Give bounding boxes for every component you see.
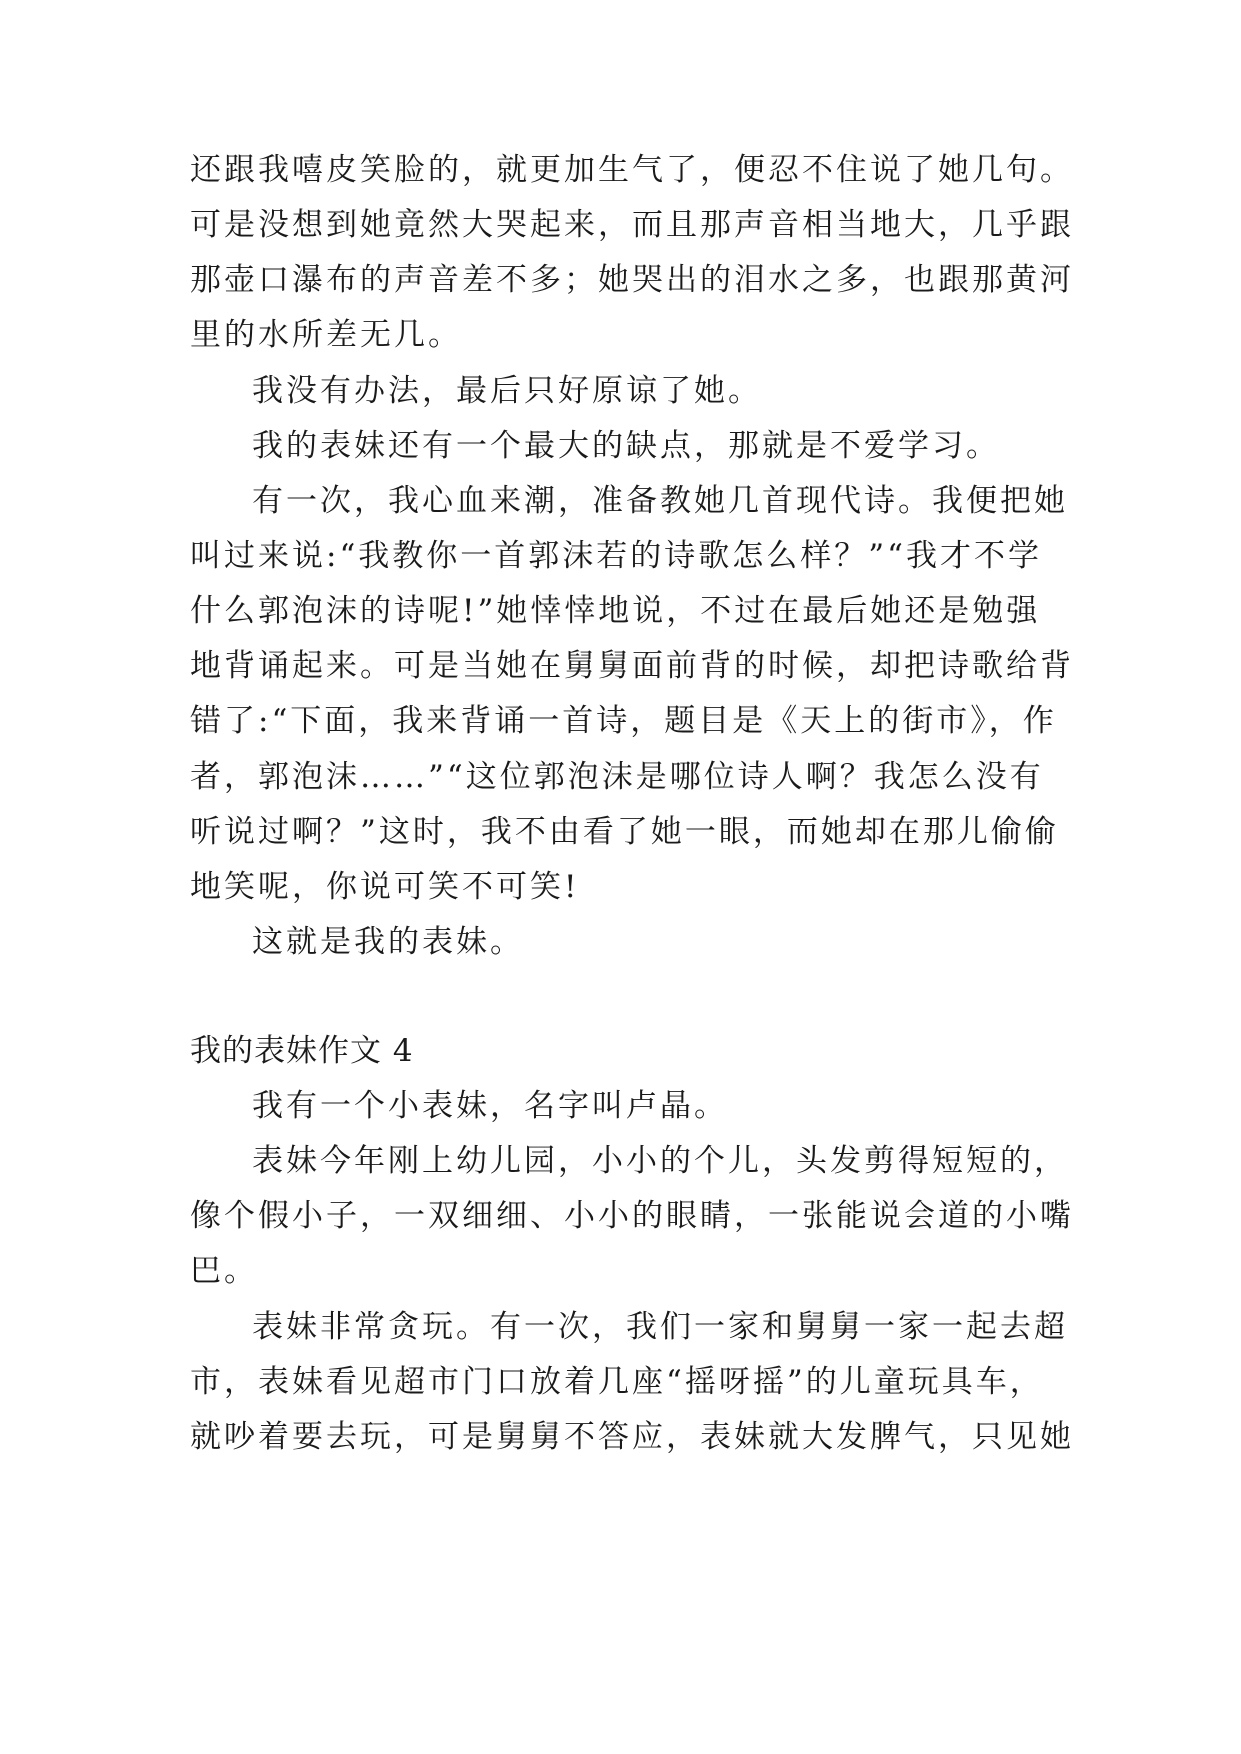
body-text-line: 错了:“下面，我来背诵一首诗，题目是《天上的街市》，作	[190, 703, 1057, 739]
body-text-line: 市，表妹看见超市门口放着几座“摇呀摇”的儿童玩具车，	[190, 1364, 1044, 1400]
body-text-line: 什么郭泡沫的诗呢!”她悻悻地说，不过在最后她还是勉强	[190, 593, 1041, 629]
paragraph-start-line: 我没有办法，最后只好原谅了她。	[252, 373, 762, 409]
body-text-line: 叫过来说:“我教你一首郭沫若的诗歌怎么样？”“我才不学	[190, 538, 1042, 574]
body-text-line: 那壶口瀑布的声音差不多；她哭出的泪水之多，也跟那黄河	[190, 262, 1074, 298]
paragraph-start-line: 我的表妹还有一个最大的缺点，那就是不爱学习。	[252, 428, 1000, 464]
body-text-line: 地背诵起来。可是当她在舅舅面前背的时候，却把诗歌给背	[190, 648, 1074, 684]
body-text-line: 听说过啊？”这时，我不由看了她一眼，而她却在那儿偷偷	[190, 814, 1059, 850]
body-text-line: 巴。	[190, 1253, 258, 1289]
paragraph-start-line: 我有一个小表妹，名字叫卢晶。	[252, 1088, 728, 1124]
body-text-line: 就吵着要去玩，可是舅舅不答应，表妹就大发脾气，只见她	[190, 1419, 1074, 1455]
body-text-line: 像个假小子，一双细细、小小的眼睛，一张能说会道的小嘴	[190, 1198, 1074, 1234]
body-text-line: 者，郭泡沫……”“这位郭泡沫是哪位诗人啊？我怎么没有	[190, 759, 1044, 795]
paragraph-start-line: 这就是我的表妹。	[252, 924, 524, 960]
paragraph-start-line: 有一次，我心血来潮，准备教她几首现代诗。我便把她	[252, 483, 1068, 519]
paragraph-start-line: 表妹今年刚上幼儿园，小小的个儿，头发剪得短短的，	[252, 1143, 1068, 1179]
paragraph-start-line: 表妹非常贪玩。有一次，我们一家和舅舅一家一起去超	[252, 1309, 1068, 1345]
body-text-line: 可是没想到她竟然大哭起来，而且那声音相当地大，几乎跟	[190, 207, 1074, 243]
body-text-line: 地笑呢，你说可笑不可笑!	[190, 869, 580, 905]
body-text-line: 还跟我嘻皮笑脸的，就更加生气了，便忍不住说了她几句。	[190, 152, 1074, 188]
body-text-line: 里的水所差无几。	[190, 317, 462, 353]
section-title: 我的表妹作文 4	[190, 1033, 414, 1069]
